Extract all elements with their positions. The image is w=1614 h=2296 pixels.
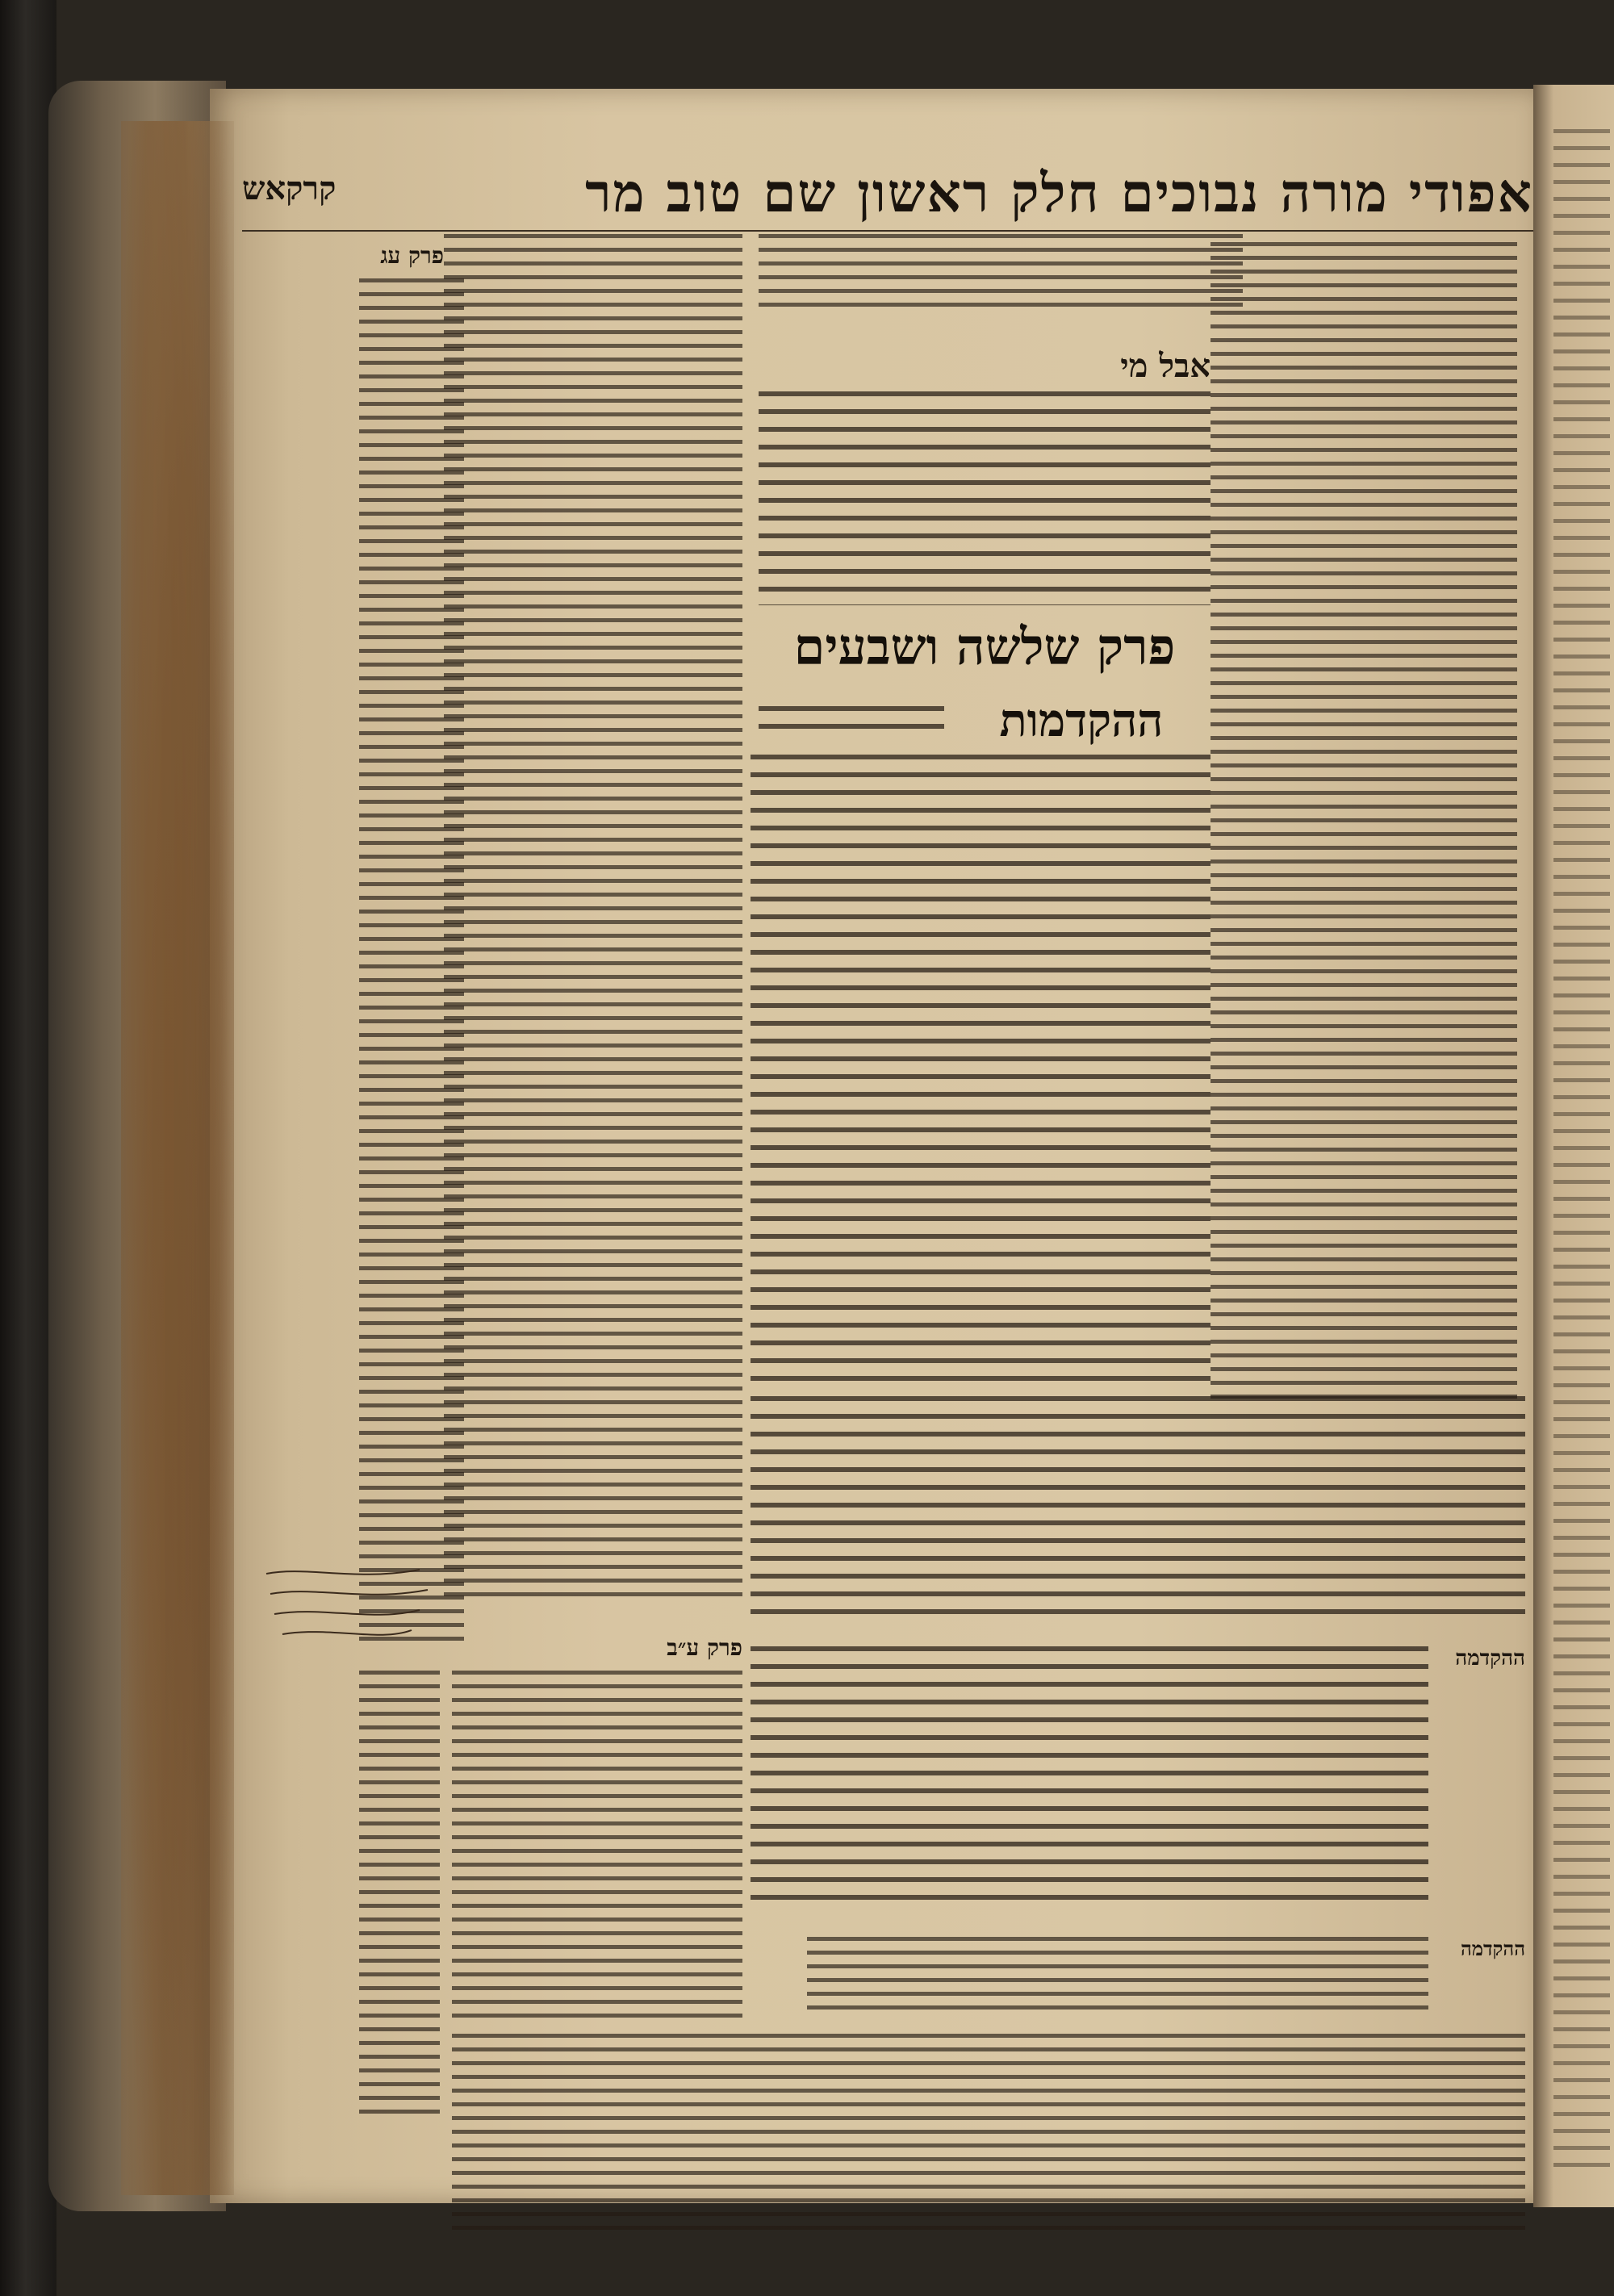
- running-header: [242, 161, 1533, 226]
- left-column-lower: [359, 1671, 440, 2122]
- section-intro-line: [759, 706, 944, 738]
- facing-page-text: [1553, 129, 1610, 2179]
- lower-label-2: ההקדמה: [1460, 1937, 1525, 1960]
- main-intro-words: אבל מי: [1120, 347, 1210, 385]
- lower-commentary-block: [807, 1937, 1428, 2018]
- header-page-number: קרקאש: [242, 169, 337, 207]
- commentary-column-right: [1210, 242, 1517, 1404]
- page-edge-damage: [121, 121, 234, 2195]
- commentary-top-right: [759, 234, 1243, 315]
- lower-label-1: ההקדמה: [1455, 1646, 1525, 1671]
- main-text-continued: [751, 1396, 1525, 1614]
- bottom-commentary: [452, 2034, 1525, 2240]
- handwritten-margin-note: [258, 1558, 444, 1679]
- left-column-heading: פרק עג: [380, 242, 444, 269]
- premises-list: [751, 755, 1210, 1384]
- main-text-lower: [751, 1646, 1428, 1905]
- chapter-title: פרק שלשה ושבעים: [793, 617, 1176, 676]
- header-rule: [242, 230, 1533, 232]
- commentary-column-middle: [444, 234, 742, 1606]
- margin-chapter-ref: פרק ע״ב: [667, 1634, 742, 1661]
- header-title: אפודי מורה נבוכים חלק ראשון שם טוב מר: [585, 161, 1533, 224]
- main-text-opening: [759, 391, 1210, 605]
- section-title: ההקדמות: [999, 694, 1164, 747]
- commentary-middle-lower: [452, 1671, 742, 2018]
